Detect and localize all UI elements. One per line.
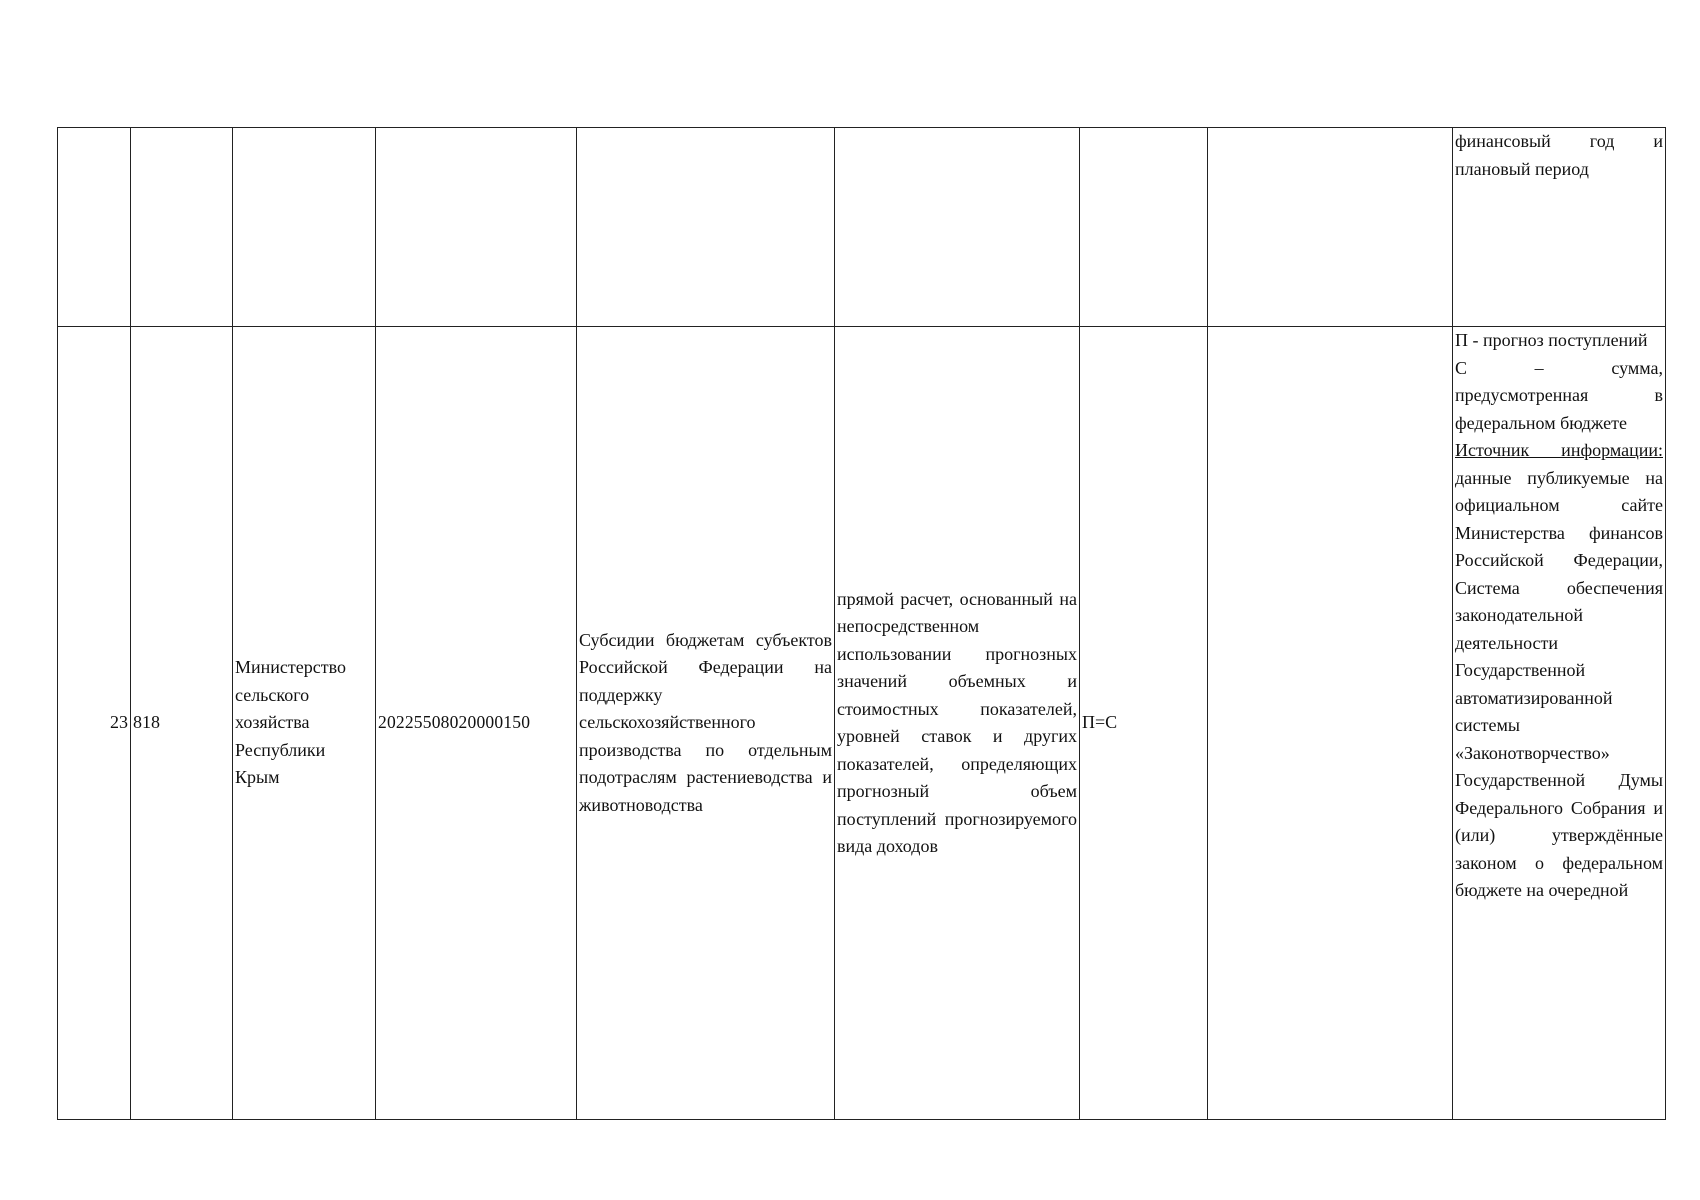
variable-p-description: П - прогноз поступлений bbox=[1455, 330, 1648, 350]
cell-empty bbox=[131, 128, 233, 327]
source-label: Источник информации: bbox=[1455, 440, 1663, 460]
cell-empty bbox=[577, 128, 835, 327]
calculation-method: прямой расчет, основанный на непосредственном использовании прогнозных значений объемных и стоимостных показателей, уровней ставок и других показателей, определяющих прогнозный объем поступлений прогнозируемого вида доходов bbox=[835, 327, 1080, 1120]
cell-empty bbox=[233, 128, 376, 327]
administrator-name: Министерство сельского хозяйства Республики Крым bbox=[233, 327, 376, 1120]
table-row bbox=[58, 327, 1666, 1120]
cell-empty bbox=[1080, 128, 1208, 327]
calculation-formula: П=С bbox=[1080, 327, 1208, 1120]
revenue-forecast-table bbox=[57, 127, 1666, 1120]
source-text: данные публикуемые на официальном сайте Министерства финансов Российской Федерации, Система обеспечения законодательной деятельности Государственной автоматизированной системы «Законотворчество» Государственной Думы Федерального Собрания и (или) утверждённые законом о федеральном бюджете на очередной bbox=[1455, 467, 1663, 900]
cell-empty bbox=[1208, 128, 1453, 327]
source-description-cell bbox=[1453, 327, 1666, 1120]
cell-empty bbox=[58, 128, 131, 327]
source-continuation-cell: финансовый год и плановый период bbox=[1453, 128, 1666, 327]
revenue-name: Субсидии бюджетам субъектов Российской Федерации на поддержку сельскохозяйственного производства по отдельным подотраслям растениеводства и животноводства bbox=[577, 327, 835, 1120]
continuation-row bbox=[58, 128, 1666, 327]
row-number: 23 bbox=[58, 327, 131, 1120]
variable-c-description: С – сумма, предусмотренная в федеральном бюджете bbox=[1455, 357, 1663, 433]
calculation-algorithm bbox=[1208, 327, 1453, 1120]
cell-empty bbox=[835, 128, 1080, 327]
cell-empty bbox=[376, 128, 577, 327]
budget-classification-code: 20225508020000150 bbox=[376, 327, 577, 1120]
admin-code: 818 bbox=[131, 327, 233, 1120]
source-info bbox=[1455, 437, 1663, 905]
